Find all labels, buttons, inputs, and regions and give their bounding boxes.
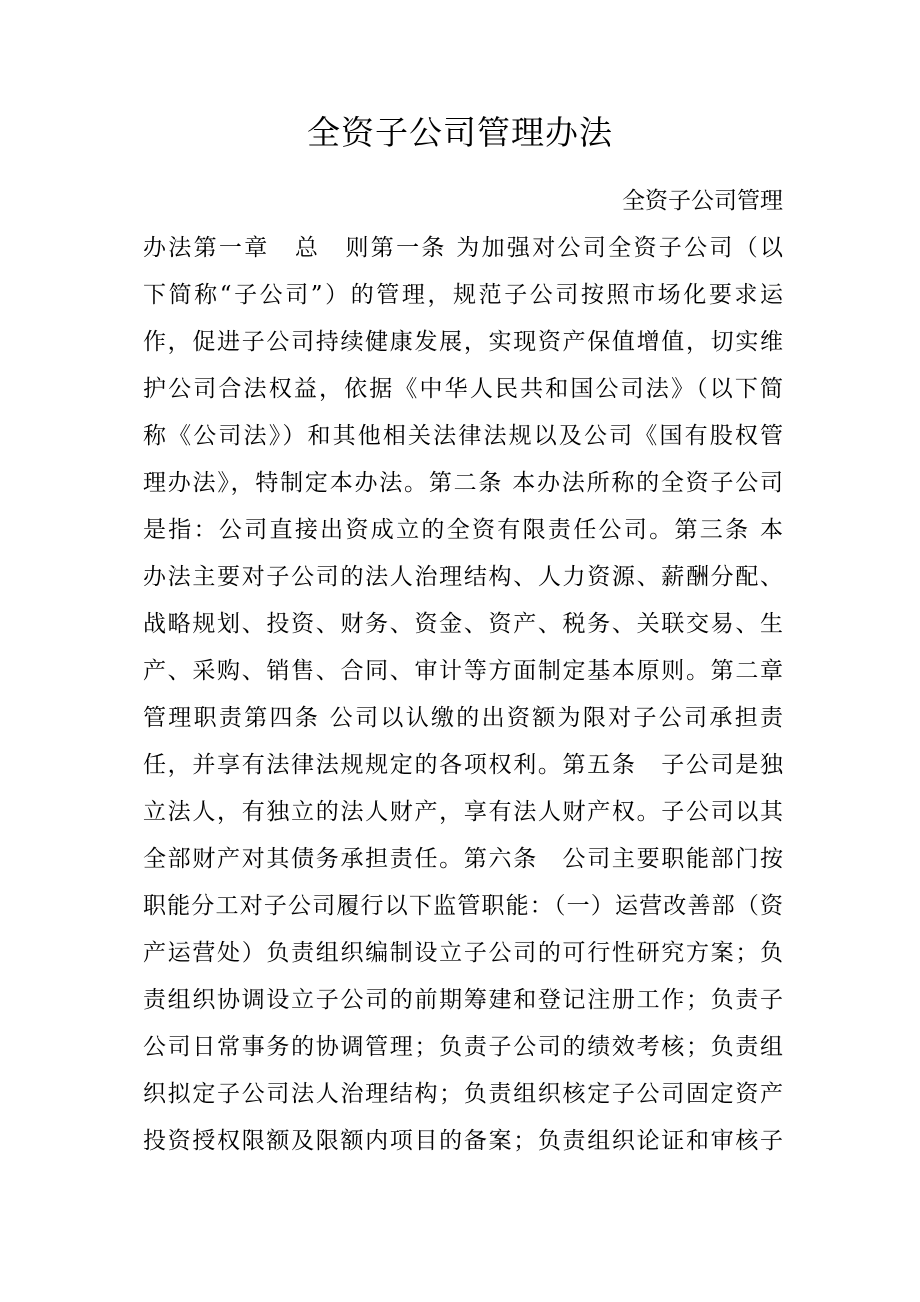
- text-line: 全部财产对其债务承担责任。第六条 公司主要职能部门按: [143, 846, 783, 872]
- text-line: 下简称“子公司”）的管理，规范子公司按照市场化要求运: [143, 282, 783, 308]
- text-line: 全资子公司管理: [622, 188, 783, 214]
- document-title: 全资子公司管理办法: [307, 113, 613, 152]
- text-line: 称《公司法》）和其他相关法律法规以及公司《国有股权管: [143, 423, 783, 449]
- text-line: 任，并享有法律法规规定的各项权利。第五条 子公司是独: [143, 752, 783, 778]
- text-line: 办法第一章 总 则第一条 为加强对公司全资子公司（以: [143, 235, 783, 261]
- text-line: 投资授权限额及限额内项目的备案；负责组织论证和审核子: [143, 1128, 783, 1154]
- text-line: 公司日常事务的协调管理；负责子公司的绩效考核；负责组: [143, 1034, 783, 1060]
- text-line: 管理职责第四条 公司以认缴的出资额为限对子公司承担责: [143, 705, 783, 731]
- text-line: 产、采购、销售、合同、审计等方面制定基本原则。第二章: [143, 658, 783, 684]
- text-line: 织拟定子公司法人治理结构；负责组织核定子公司固定资产: [143, 1081, 783, 1107]
- text-line: 立法人，有独立的法人财产，享有法人财产权。子公司以其: [143, 799, 783, 825]
- text-line: 是指：公司直接出资成立的全资有限责任公司。第三条 本: [143, 517, 783, 543]
- text-line: 责组织协调设立子公司的前期筹建和登记注册工作；负责子: [143, 987, 783, 1013]
- text-line: 职能分工对子公司履行以下监管职能：（一）运营改善部（资: [143, 893, 783, 919]
- text-line: 护公司合法权益，依据《中华人民共和国公司法》（以下简: [143, 376, 783, 402]
- text-line: 产运营处）负责组织编制设立子公司的可行性研究方案；负: [143, 940, 783, 966]
- document-body: [143, 178, 783, 1165]
- text-line: 作，促进子公司持续健康发展，实现资产保值增值，切实维: [143, 329, 783, 355]
- text-line: 战略规划、投资、财务、资金、资产、税务、关联交易、生: [143, 611, 783, 637]
- text-line: 理办法》，特制定本办法。第二条 本办法所称的全资子公司: [143, 470, 783, 496]
- text-line: 办法主要对子公司的法人治理结构、人力资源、薪酬分配、: [143, 564, 783, 590]
